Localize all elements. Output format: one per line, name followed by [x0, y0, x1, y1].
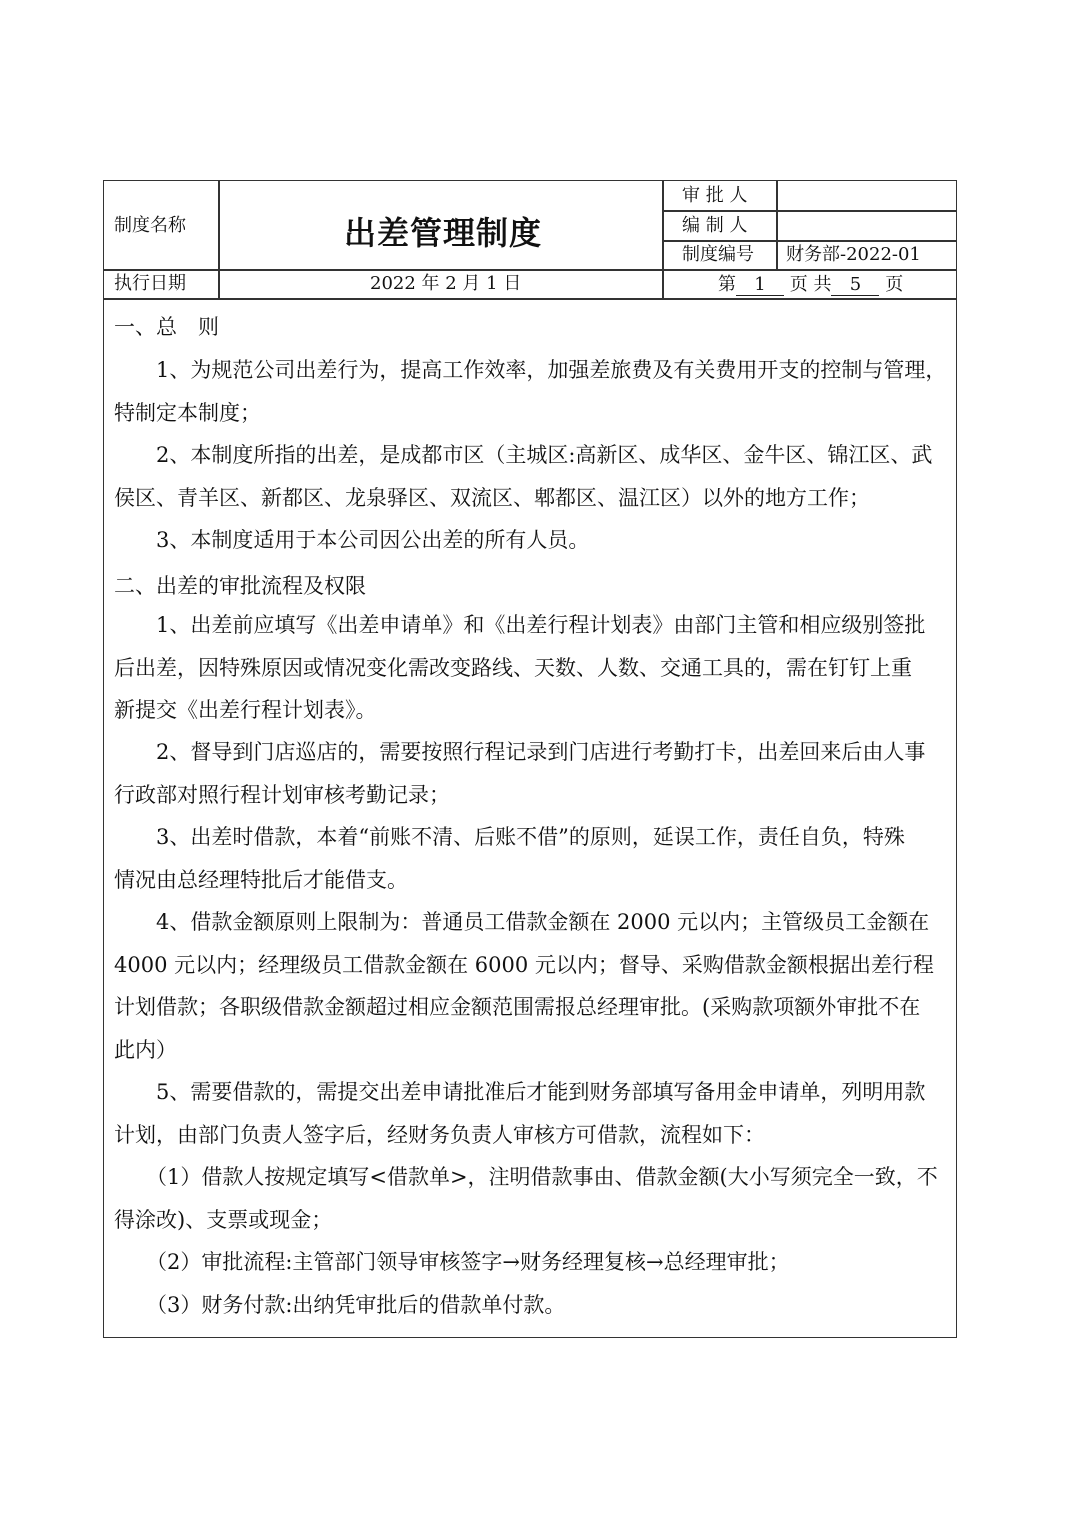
paragraph-line: 行政部对照行程计划审核考勤记录； — [114, 782, 450, 807]
exec-date-label: 执行日期 — [114, 273, 186, 294]
page-total: 5 — [831, 275, 879, 296]
grid-line — [662, 210, 956, 212]
paragraph-line: （3）财务付款:出纳凭审批后的借款单付款。 — [146, 1293, 566, 1317]
paragraph — [114, 604, 948, 732]
paragraph-line: 计划，由部门负责人签字后，经财务负责人审核方可借款，流程如下： — [114, 1122, 765, 1147]
grid-line — [218, 181, 220, 299]
system-name-label: 制度名称 — [114, 215, 186, 236]
grid-line — [104, 298, 956, 300]
paragraph-line: 1、为规范公司出差行为，提高工作效率，加强差旅费及有关费用开支的控制与管理， — [156, 358, 947, 382]
section-heading: 一、总 则 — [114, 315, 219, 339]
paragraph-line: 特制定本制度； — [114, 400, 261, 425]
paragraph — [114, 1156, 948, 1241]
paragraph — [114, 1284, 948, 1327]
paragraph-line: 后出差，因特殊原因或情况变化需改变路线、天数、人数、交通工具的，需在钉钉上重 — [114, 655, 912, 680]
grid-line — [662, 240, 956, 242]
paragraph — [114, 1071, 948, 1156]
paragraph-line: 得涂改)、支票或现金； — [114, 1207, 333, 1232]
paragraph — [114, 731, 948, 816]
exec-date-value: 2022 年 2 月 1 日 — [370, 273, 522, 294]
page-suffix: 页 — [885, 274, 904, 295]
paragraph-line: 1、出差前应填写《出差申请单》和《出差行程计划表》由部门主管和相应级别签批 — [156, 613, 926, 637]
paragraph-line: 3、本制度适用于本公司因公出差的所有人员。 — [156, 528, 590, 552]
page-indicator — [718, 275, 903, 296]
paragraph-line: 新提交《出差行程计划表》。 — [114, 698, 377, 722]
paragraph — [114, 1241, 948, 1284]
paragraph-line: （1）借款人按规定填写<借款单>，注明借款事由、借款金额(大小写须完全一致，不 — [146, 1165, 938, 1189]
page-middle: 页 共 — [789, 274, 832, 295]
editor-label: 编 制 人 — [682, 215, 748, 236]
paragraph — [114, 901, 948, 1071]
paragraph-line: 2、督导到门店巡店的，需要按照行程记录到门店进行考勤打卡，出差回来后由人事 — [156, 740, 926, 764]
paragraph-line: 此内） — [114, 1037, 177, 1062]
page-prefix: 第 — [718, 274, 736, 295]
code-label: 制度编号 — [682, 244, 754, 265]
grid-line — [104, 269, 956, 271]
paragraph-line: 情况由总经理特批后才能借支。 — [114, 867, 408, 892]
approver-label: 审 批 人 — [682, 185, 748, 206]
paragraph-line: （2）审批流程:主管部门领导审核签字→财务经理复核→总经理审批； — [146, 1250, 790, 1274]
paragraph — [114, 519, 948, 562]
paragraph — [114, 816, 948, 901]
code-value: 财务部-2022-01 — [786, 244, 921, 265]
paragraph-line: 4、借款金额原则上限制为：普通员工借款金额在 2000 元以内；主管级员工金额在 — [156, 910, 930, 934]
paragraph — [114, 349, 948, 434]
policy-document-table — [103, 180, 957, 1338]
paragraph — [114, 434, 948, 519]
paragraph-line: 3、出差时借款，本着“前账不清、后账不借”的原则，延误工作，责任自负，特殊 — [156, 825, 905, 849]
grid-line — [776, 181, 778, 270]
paragraph-line: 5、需要借款的，需提交出差申请批准后才能到财务部填写备用金申请单，列明用款 — [156, 1080, 926, 1104]
page-current: 1 — [736, 275, 784, 296]
paragraph-line: 侯区、青羊区、新都区、龙泉驿区、双流区、郫都区、温江区）以外的地方工作； — [114, 485, 870, 510]
paragraph-line: 2、本制度所指的出差，是成都市区（主城区:高新区、成华区、金牛区、锦江区、武 — [156, 443, 933, 467]
section-heading: 二、出差的审批流程及权限 — [114, 574, 366, 598]
paragraph-line: 4000 元以内；经理级员工借款金额在 6000 元以内；督导、采购借款金额根据出差行程 — [114, 952, 934, 977]
paragraph-line: 计划借款；各职级借款金额超过相应金额范围需报总经理审批。(采购款项额外审批不在 — [114, 995, 921, 1019]
document-title: 出差管理制度 — [344, 214, 543, 252]
